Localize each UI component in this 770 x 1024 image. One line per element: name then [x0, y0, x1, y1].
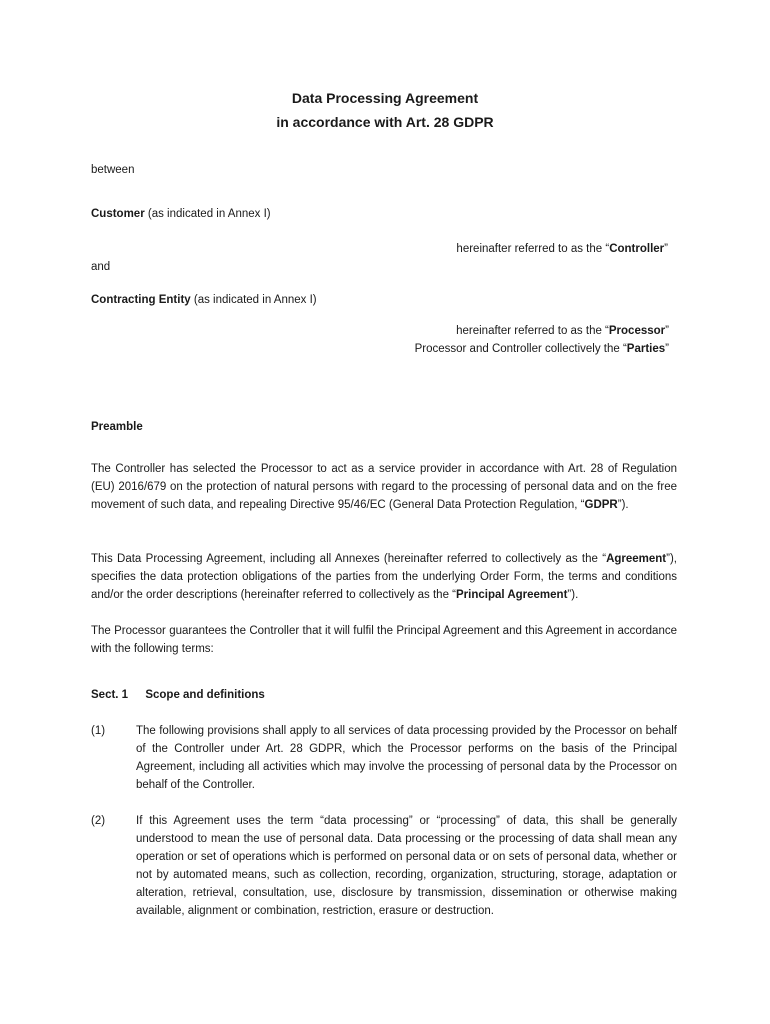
preamble-p2-a: This Data Processing Agreement, including all Annexes (hereinafter referred to collectively as the “: [91, 553, 607, 565]
customer-label: Customer: [91, 208, 145, 220]
controller-reference: [456, 240, 668, 258]
principal-agreement-term: Principal Agreement: [456, 589, 568, 601]
between-label: between: [91, 164, 135, 176]
document-subtitle: in accordance with Art. 28 GDPR: [276, 114, 494, 130]
preamble-p2-c: ”).: [567, 589, 579, 601]
controller-name: Controller: [609, 243, 665, 255]
preamble-p2-b: ”), specifies the data protection obligations of the parties from the underlying Order Form, the terms and conditions and/or the order descriptions (hereinafter referred to collectively as the “: [91, 553, 677, 601]
preamble-p1-text: The Controller has selected the Processor to act as a service provider in accordance with Art. 28 of Regulation (EU) 2016/679 on the protection of natural persons with regard to the processing of personal data and on the free movement of such data, and repealing Directive 95/46/EC (General Data Protection Regulation, “: [91, 463, 677, 511]
contracting-entity-note: (as indicated in Annex I): [190, 294, 317, 306]
parties-ref-suffix: ”: [665, 343, 669, 355]
preamble-paragraph-2: [91, 550, 677, 604]
clause-text: If this Agreement uses the term “data processing” or “processing” of data, this shall be generally understood to mean the use of personal data. Data processing or the processing of data shall mean any operation or set of operations which is performed on personal data or on sets of personal data, whether or not by automated means, such as collection, recording, organization, structuring, storage, adaptation or alteration, retrieval, consultation, use, disclosure by transmission, dissemination or otherwise making available, alignment or combination, restriction, erasure or destruction.: [136, 815, 677, 917]
processor-ref-prefix: hereinafter referred to as the “: [456, 325, 609, 337]
processor-reference: [456, 322, 669, 340]
preamble-paragraph-3: The Processor guarantees the Controller that it will fulfil the Principal Agreement and this Agreement in accordance with the following terms:: [91, 625, 677, 655]
contracting-entity-line: [91, 291, 317, 309]
preamble-heading: Preamble: [91, 421, 143, 433]
contracting-entity-label: Contracting Entity: [91, 294, 191, 306]
preamble-p1-end: ”).: [617, 499, 629, 511]
agreement-term: Agreement: [606, 553, 667, 565]
clause-number: (2): [91, 815, 106, 827]
parties-ref-prefix: Processor and Controller collectively the “: [414, 343, 627, 355]
preamble-paragraph-1: [91, 460, 677, 514]
controller-ref-prefix: hereinafter referred to as the “: [456, 243, 610, 255]
processor-name: Processor: [608, 325, 666, 337]
controller-ref-suffix: ”: [664, 243, 668, 255]
parties-name: Parties: [626, 343, 666, 355]
clause-number: (1): [91, 725, 106, 737]
customer-line: [91, 205, 271, 223]
processor-ref-suffix: ”: [665, 325, 669, 337]
and-label: and: [91, 261, 111, 273]
document-title: Data Processing Agreement: [291, 90, 479, 106]
section-1-heading: Sect. 1 Scope and definitions: [91, 689, 265, 701]
customer-note: (as indicated in Annex I): [144, 208, 271, 220]
clause-text: The following provisions shall apply to all services of data processing provided by the Processor on behalf of the Controller under Art. 28 GDPR, which the Processor performs on the basis of the Principal Agreement, including all activities which may involve the processing of personal data by the Processor on behalf of the Controller.: [136, 725, 677, 791]
parties-reference: [415, 340, 669, 358]
gdpr-term: GDPR: [584, 499, 618, 511]
